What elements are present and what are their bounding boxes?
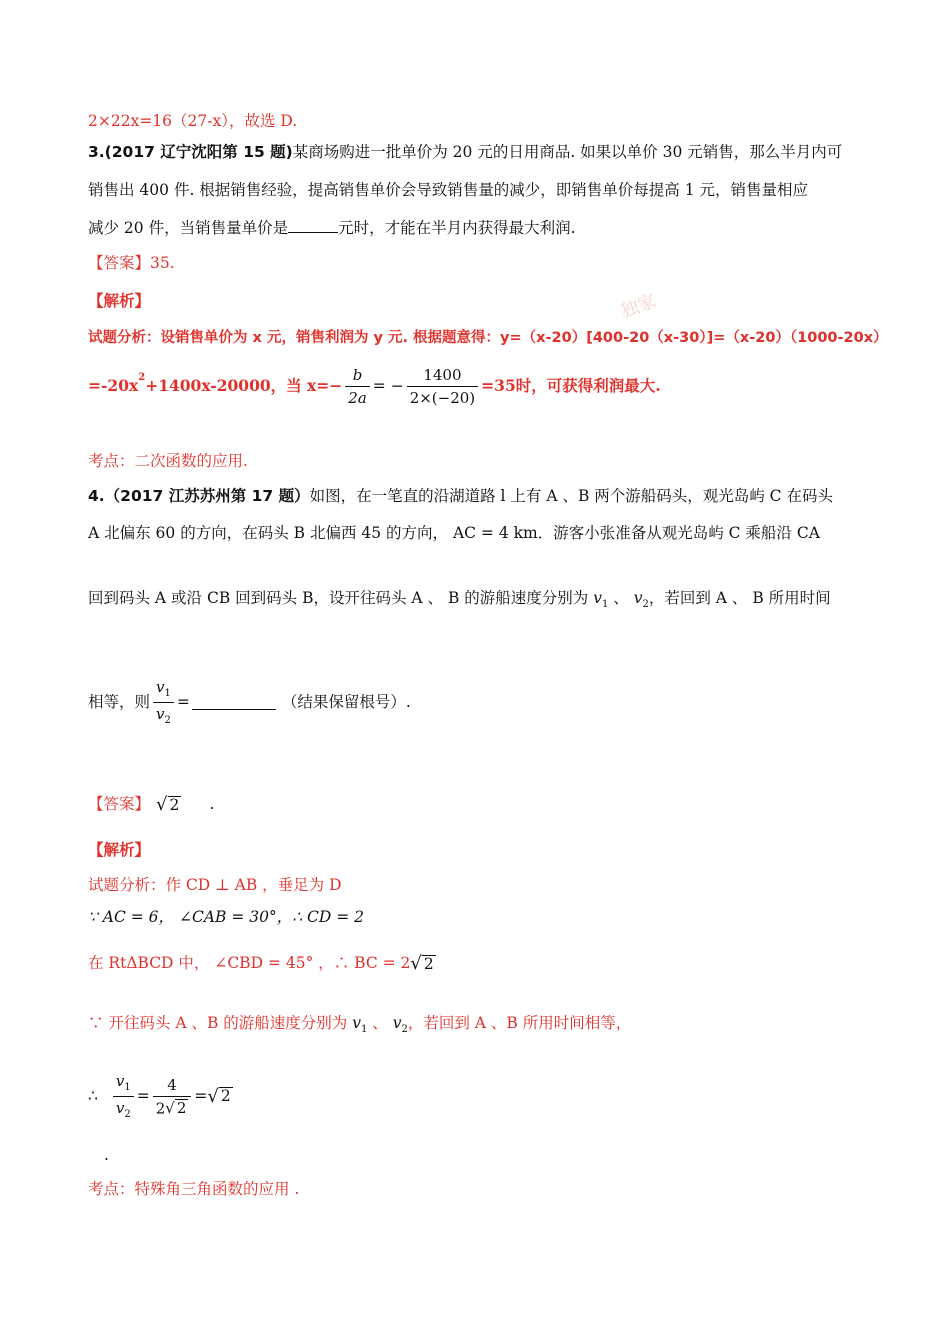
- q3-label: 3.(2017 辽宁沈阳第 15 题): [88, 143, 293, 161]
- q4-step-3: 在 RtΔBCD 中， ∠CBD = 45° ，∴ BC = 2 √ 2: [88, 952, 434, 974]
- q3-kaodian: 考点：二次函数的应用.: [88, 452, 248, 470]
- q4-dot: .: [104, 1146, 109, 1164]
- sqrt-2: √ 2: [156, 793, 180, 815]
- q4-step-1: 试题分析：作 CD ⊥ AB ，垂足为 D: [88, 876, 342, 894]
- fraction-4-over-2sqrt2: 4 2 √ 2: [153, 1076, 192, 1118]
- q3-analysis-1: 试题分析：设销售单价为 x 元，销售利润为 y 元. 根据题意得：y=（x-20）[400-20（x-30）]=（x-20）（1000-20x）: [88, 330, 888, 346]
- prev-solution-end: 2×22x=16（27-x），故选 D.: [88, 112, 298, 130]
- q4-answer: 【答案】 √ 2 .: [88, 793, 215, 815]
- q3-analysis-2: =-20x $^2$ +1400x-20000，当 x=− $\frac{b}{2a}$ = − $\frac{1400}{2\times(-20)}$ =35时，可获得利润最大.: [88, 366, 661, 407]
- watermark: 独家: [618, 290, 660, 323]
- fraction-v1-v2-result: $\frac{v_1}{v_2}$: [113, 1072, 134, 1121]
- q3-answer: 【答案】35.: [88, 254, 175, 272]
- q4-step-2: ∵ AC = 6， ∠CAB = 30°，∴ CD = 2: [88, 908, 364, 926]
- q4-line-4: 相等，则 $\frac{v_1}{v_2}$ = （结果保留根号）.: [88, 678, 411, 726]
- q3-line-3: 减少 20 件，当销售量单价是 元时，才能在半月内获得最大利润.: [88, 219, 576, 237]
- q4-step-4: ∵ 开往码头 A 、B 的游船速度分别为 $v_1$ 、 $v_2$，若回到 A 、B 所用时间相等，: [88, 1014, 632, 1036]
- q3-line-1: 3.(2017 辽宁沈阳第 15 题)某商场购进一批单价为 20 元的日用商品. 如果以单价 30 元销售，那么半月内可: [88, 143, 843, 161]
- q4-answer-blank: [192, 695, 276, 710]
- q3-analysis-label: 【解析】: [88, 292, 151, 310]
- fraction-v1-v2: $\frac{v_1}{v_2}$: [153, 678, 174, 727]
- sqrt-2-result: √ 2: [207, 1085, 231, 1107]
- fraction-1400: $\frac{1400}{2\times(-20)}$: [407, 366, 478, 407]
- q4-step-5: ∴ $\frac{v_1}{v_2}$ = 4 2 √ 2 = √ 2: [88, 1072, 231, 1120]
- q3-answer-blank: [288, 220, 338, 233]
- q4-label: 4.（2017 江苏苏州第 17 题）: [88, 487, 310, 505]
- q4-analysis-label: 【解析】: [88, 841, 151, 859]
- q4-kaodian: 考点：特殊角三角函数的应用 .: [88, 1180, 300, 1198]
- fraction-b-over-2a: $\frac{b}{2a}$: [345, 366, 370, 407]
- q4-line-2: A 北偏东 60 的方向，在码头 B 北偏西 45 的方向， AC = 4 km．游客小张准备从观光岛屿 C 乘船沿 CA: [88, 524, 820, 542]
- q4-line-3: 回到码头 A 或沿 CB 回到码头 B，设开往码头 A 、 B 的游船速度分别为 $v_1$ 、 $v_2$，若回到 A 、 B 所用时间: [88, 589, 831, 611]
- q4-line-1: 4.（2017 江苏苏州第 17 题）如图，在一笔直的沿湖道路 l 上有 A 、B 两个游船码头，观光岛屿 C 在码头: [88, 487, 833, 505]
- q3-line-2: 销售出 400 件. 根据销售经验，提高销售单价会导致销售量的减少，即销售单价每提高 1 元，销售量相应: [88, 181, 809, 199]
- sqrt-2-bc: √ 2: [410, 952, 434, 974]
